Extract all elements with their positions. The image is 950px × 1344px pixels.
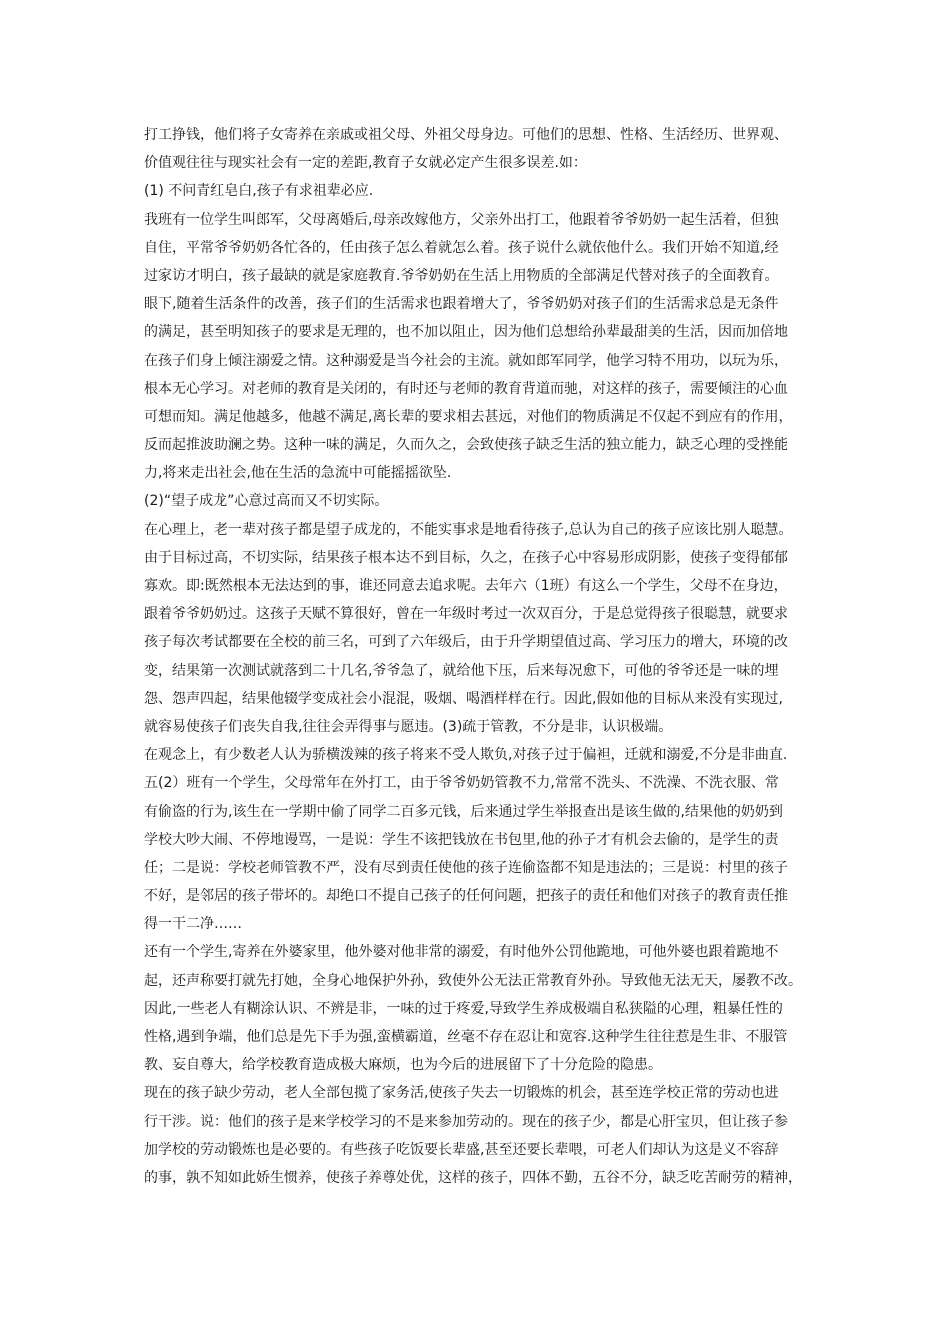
text-line: 学校大吵大闹、不停地谩骂，一是说：学生不该把钱放在书包里,他的孙子才有机会去偷的，是学生的责 [144,831,779,848]
text-line: 跟着爷爷奶奶过。这孩子天赋不算很好，曾在一年级时考过一次双百分，于是总觉得孩子很聪慧，就要求 [144,606,788,623]
text-line: 打工挣钱，他们将子女寄养在亲戚或祖父母、外祖父母身边。可他们的思想、性格、生活经历、世界观、 [144,127,788,143]
text-line: 任；二是说：学校老师管教不严，没有尽到责任使他的孩子连偷盗都不知是违法的；三是说：村里的孩子 [144,859,788,876]
text-line: (1) 不问青红皂白,孩子有求祖辈必应. [144,183,374,200]
text-line: 在孩子们身上倾注溺爱之情。这种溺爱是当今社会的主流。就如郎军同学，他学习特不用功，以玩为乐， [144,352,788,369]
text-line: 由于目标过高，不切实际，结果孩子根本达不到目标，久之，在孩子心中容易形成阴影，使孩子变得郁郁 [144,549,788,566]
body-text [144,121,834,1192]
text-line: 孩子每次考试都要在全校的前三名，可到了六年级后，由于升学期望值过高、学习压力的增大，环境的改 [144,634,788,651]
text-line: 变，结果第一次测试就落到二十几名,爷爷急了，就给他下压，后来每况愈下，可他的爷爷还是一味的埋 [144,662,779,679]
text-line: 加学校的劳动锻炼也是必要的。有些孩子吃饭要长辈盛,甚至还要长辈喂，可老人们却认为这是义不容辞 [144,1141,779,1158]
text-line: 教、妄自尊大，给学校教育造成极大麻烦，也为今后的进展留下了十分危险的隐患。 [144,1057,662,1074]
text-line: 行干涉。说：他们的孩子是来学校学习的不是来参加劳动的。现在的孩子少，都是心肝宝贝，但让孩子参 [144,1113,788,1130]
text-line: 现在的孩子缺少劳动，老人全部包揽了家务活,使孩子失去一切锻炼的机会，甚至连学校正常的劳动也进 [144,1085,779,1102]
text-line: 的事，孰不知如此娇生惯养，使孩子养尊处优，这样的孩子，四体不勤，五谷不分，缺乏吃苦耐劳的精神， [144,1169,802,1186]
text-line: 就容易使孩子们丧失自我,往往会弄得事与愿违。(3)疏于管教，不分是非，认识极端。 [144,718,673,735]
text-line: 过家访才明白，孩子最缺的就是家庭教育.爷爷奶奶在生活上用物质的全部满足代替对孩子的全面教育。 [144,267,779,284]
text-line: (2)“望子成龙”心意过高而又不切实际。 [144,493,389,510]
text-line: 价值观往往与现实社会有一定的差距,教育子女就必定产生很多误差.如： [144,155,587,172]
text-line: 怨、怨声四起，结果他辍学变成社会小混混，吸烟、喝酒样样在行。因此,假如他的目标从来没有实现过, [144,690,783,707]
text-line: 力,将来走出社会,他在生活的急流中可能摇摇欲坠. [144,465,452,482]
text-line: 不好，是邻居的孩子带坏的。却绝口不提自己孩子的任何问题，把孩子的责任和他们对孩子的教育责任推 [144,888,788,905]
text-line: 还有一个学生,寄养在外婆家里，他外婆对他非常的溺爱，有时他外公罚他跪地，可他外婆也跟着跪地不 [144,944,779,961]
text-line: 有偷盗的行为,该生在一学期中偷了同学二百多元钱，后来通过学生举报查出是该生做的,结果他的奶奶到 [144,803,783,820]
text-line: 可想而知。满足他越多，他越不满足,离长辈的要求相去甚远，对他们的物质满足不仅起不到应有的作用， [144,408,793,425]
text-line: 反而起推波助澜之势。这种一味的满足，久而久之，会致使孩子缺乏生活的独立能力，缺乏心理的受挫能 [144,437,788,454]
text-line: 得一干二净…… [144,916,242,933]
text-line: 自住，平常爷爷奶奶各忙各的，任由孩子怎么着就怎么着。孩子说什么就依他什么。我们开始不知道,经 [144,239,779,256]
text-line: 的满足，甚至明知孩子的要求是无理的，也不加以阻止，因为他们总想给孙辈最甜美的生活，因而加倍地 [144,324,788,341]
text-line: 因此,一些老人有糊涂认识、不辨是非，一味的过于疼爱,导致学生养成极端自私狭隘的心理，粗暴任性的 [144,1000,783,1017]
text-line: 起，还声称要打就先打她，全身心地保护外孙，致使外公无法正常教育外孙。导致他无法无天，屡教不改。 [144,972,802,989]
text-line: 在观念上，有少数老人认为骄横泼辣的孩子将来不受人欺负,对孩子过于偏袒，迁就和溺爱,不分是非曲直. [144,747,788,764]
text-line: 眼下,随着生活条件的改善，孩子们的生活需求也跟着增大了，爷爷奶奶对孩子们的生活需求总是无条件 [144,296,779,313]
text-line: 五(2）班有一个学生，父母常年在外打工，由于爷爷奶奶管教不力,常常不洗头、不洗澡、不洗衣服、常 [144,775,779,792]
text-line: 根本无心学习。对老师的教育是关闭的，有时还与老师的教育背道而驰，对这样的孩子，需要倾注的心血 [144,380,788,397]
text-line: 我班有一位学生叫郎军，父母离婚后,母亲改嫁他方，父亲外出打工，他跟着爷爷奶奶一起生活着，但独 [144,211,779,228]
text-line: 寡欢。即:既然根本无法达到的事，谁还同意去追求呢。去年六（1班）有这么一个学生，父母不在身边， [144,578,788,594]
text-line: 在心理上，老一辈对孩子都是望子成龙的，不能实事求是地看待孩子,总认为自己的孩子应该比别人聪慧。 [144,521,793,538]
text-line: 性格,遇到争端，他们总是先下手为强,蛮横霸道，丝毫不存在忍让和宽容.这种学生往往惹是生非、不服管 [144,1029,788,1045]
